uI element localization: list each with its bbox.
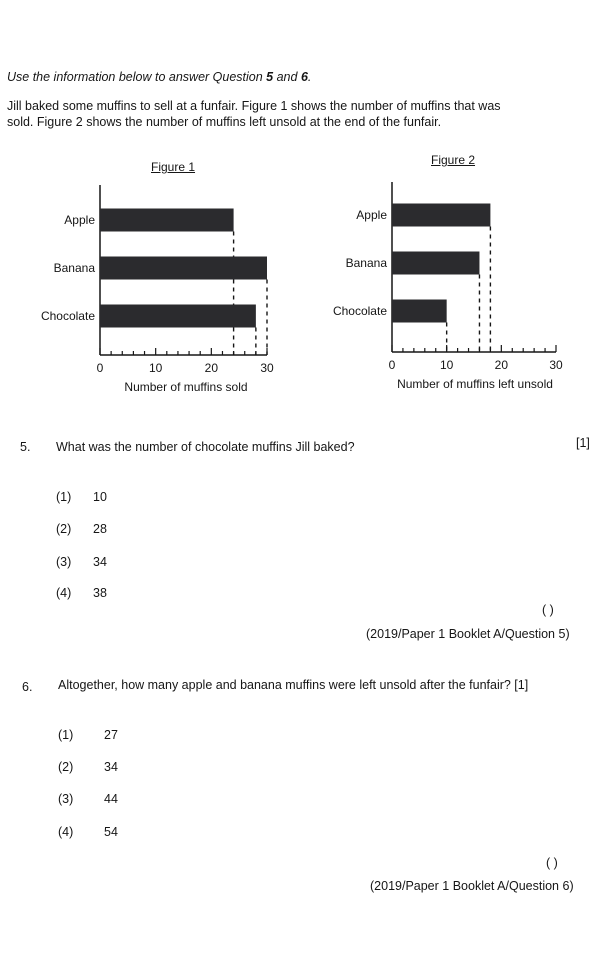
context-line-2: sold. Figure 2 shows the number of muffins left unsold at the end of the funfair. [7, 115, 442, 129]
context-paragraph [7, 98, 501, 130]
bar-banana [392, 252, 479, 275]
option-value: 44 [104, 792, 118, 806]
x-tick-label: 10 [148, 361, 163, 375]
option-label: (4) [58, 825, 74, 839]
x-tick-label: 20 [494, 358, 509, 372]
option-value: 34 [93, 555, 107, 569]
instructions-suffix: . [307, 70, 312, 84]
x-tick-label: 30 [260, 361, 274, 375]
question-6-text: Altogether, how many apple and banana muffins were left unsold after the funfair? [1] [58, 678, 529, 692]
x-axis-label: Number of muffins left unsold [397, 377, 553, 391]
x-tick-label: 0 [388, 358, 396, 372]
option-label: (4) [56, 586, 72, 600]
option-label: (2) [58, 760, 74, 774]
option-label: (1) [58, 728, 74, 742]
question-6-source: (2019/Paper 1 Booklet A/Question 6) [370, 879, 574, 893]
x-tick-label: 10 [439, 358, 454, 372]
option-value: 38 [93, 586, 107, 600]
bar-chocolate [392, 300, 447, 323]
figure-2-title: Figure 2 [431, 153, 476, 167]
question-5-text: What was the number of chocolate muffins Jill baked? [56, 440, 355, 454]
option-value: 27 [104, 728, 118, 742]
option-label: (1) [56, 490, 72, 504]
bar-banana [100, 257, 267, 280]
instructions-text: Use the information below to answer Question [7, 70, 267, 84]
x-tick-label: 0 [96, 361, 104, 375]
question-ref-5: 5 [266, 70, 274, 84]
bar-chocolate [100, 305, 256, 328]
instructions [7, 70, 311, 84]
x-axis-label: Number of muffins sold [124, 380, 248, 394]
question-6-answer-box[interactable]: ( ) [546, 856, 558, 870]
figure-1-chart [0, 175, 300, 420]
question-5-marks: [1] [576, 436, 590, 450]
x-tick-label: 30 [549, 358, 563, 372]
bar-apple [392, 204, 490, 227]
category-label-apple: Apple [64, 213, 95, 227]
figure-2-chart [300, 170, 600, 415]
category-label-apple: Apple [356, 208, 387, 222]
figure-1-svg [0, 175, 300, 415]
question-5-number: 5. [20, 440, 31, 454]
figure-2-svg [300, 170, 600, 410]
category-label-banana: Banana [53, 261, 95, 275]
option-label: (3) [58, 792, 74, 806]
option-label: (2) [56, 522, 72, 536]
question-ref-6: 6 [300, 70, 308, 84]
question-5-answer-box[interactable]: ( ) [542, 603, 554, 617]
question-6-number: 6. [22, 680, 33, 694]
option-value: 34 [104, 760, 118, 774]
context-line-1: Jill baked some muffins to sell at a funfair. Figure 1 shows the number of muffins that was [7, 99, 501, 113]
bar-apple [100, 209, 234, 232]
instructions-and: and [273, 70, 301, 84]
category-label-chocolate: Chocolate [332, 304, 387, 318]
option-value: 10 [93, 490, 107, 504]
question-5-source: (2019/Paper 1 Booklet A/Question 5) [366, 627, 570, 641]
figure-1-title: Figure 1 [151, 160, 196, 174]
option-label: (3) [56, 555, 72, 569]
x-tick-label: 20 [204, 361, 219, 375]
category-label-banana: Banana [345, 256, 387, 270]
option-value: 54 [104, 825, 118, 839]
option-value: 28 [93, 522, 107, 536]
category-label-chocolate: Chocolate [40, 309, 95, 323]
